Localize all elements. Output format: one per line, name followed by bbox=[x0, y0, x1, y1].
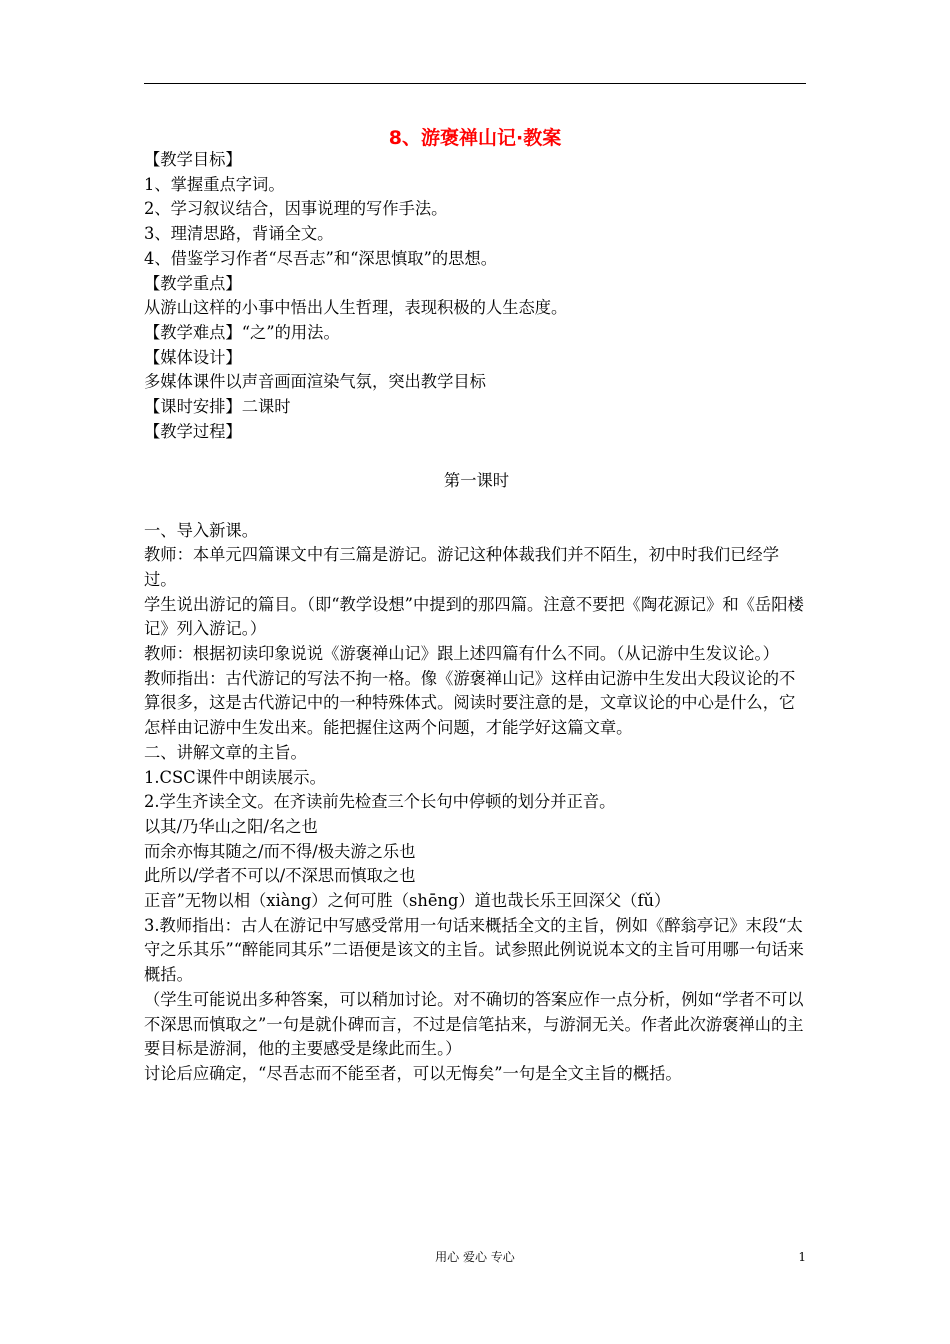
lesson-heading: 第一课时 bbox=[443, 471, 510, 491]
document-body bbox=[144, 148, 809, 1087]
header-rule bbox=[144, 83, 806, 84]
pause-example: 以其/乃华山之阳/名之也 bbox=[144, 816, 318, 836]
paragraph: 一、导入新课。 bbox=[144, 520, 258, 540]
paragraph: 2.学生齐读全文。在齐读前先检查三个长句中停顿的划分并正音。 bbox=[144, 792, 616, 812]
section-heading-key-points: 【教学重点】 bbox=[144, 273, 242, 293]
objective-item: 2、学习叙议结合，因事说理的写作手法。 bbox=[144, 199, 448, 219]
paragraph: 1.CSC课件中朗读展示。 bbox=[144, 767, 326, 787]
section-heading-process: 【教学过程】 bbox=[144, 421, 242, 441]
key-points-text: 从游山这样的小事中悟出人生哲理，表现积极的人生态度。 bbox=[144, 298, 568, 318]
objective-item: 4、借鉴学习作者“尽吾志”和“深思慎取”的思想。 bbox=[144, 248, 497, 268]
paragraph: 3.教师指出：古人在游记中写感受常用一句话来概括全文的主旨，例如《醉翁亭记》末段“太守之乐其乐”“醉能同其乐”二语便是该文的主旨。试参照此例说说本文的主旨可用哪一句话来概括。 bbox=[144, 915, 804, 985]
paragraph: （学生可能说出多种答案，可以稍加讨论。对不确切的答案应作一点分析，例如“学者不可以不深思而慎取之”一句是就仆碑而言，不过是信笔拈来，与游洞无关。作者此次游褒禅山的主要目标是游洞，他的主要感受是缘此而生。） bbox=[144, 989, 804, 1059]
paragraph: 教师：本单元四篇课文中有三篇是游记。游记这种体裁我们并不陌生，初中时我们已经学过。 bbox=[144, 545, 779, 589]
schedule-line: 【课时安排】二课时 bbox=[144, 397, 291, 417]
footer-text: 用心 爱心 专心 bbox=[435, 1250, 515, 1264]
objective-item: 1、掌握重点字词。 bbox=[144, 174, 285, 194]
pause-example: 此所以/学者不可以/不深思而慎取之也 bbox=[144, 866, 416, 886]
objective-item: 3、理清思路，背诵全文。 bbox=[144, 224, 334, 244]
document-title: 8、游褒禅山记·教案 bbox=[388, 127, 562, 149]
paragraph: 讨论后应确定，“尽吾志而不能至者，可以无悔矣”一句是全文主旨的概括。 bbox=[144, 1063, 682, 1083]
paragraph: 教师：根据初读印象说说《游褒禅山记》跟上述四篇有什么不同。（从记游中生发议论。） bbox=[144, 644, 779, 664]
page-number: 1 bbox=[798, 1250, 806, 1264]
difficulty-line: 【教学难点】“之”的用法。 bbox=[144, 322, 340, 342]
section-heading-media: 【媒体设计】 bbox=[144, 347, 242, 367]
paragraph: 教师指出：古代游记的写法不拘一格。像《游褒禅山记》这样由记游中生发出大段议论的不算很多，这是古代游记中的一种特殊体式。阅读时要注意的是，文章议论的中心是什么，它怎样由记游中生发出来。能把握住这两个问题，才能学好这篇文章。 bbox=[144, 668, 796, 738]
paragraph: 学生说出游记的篇目。（即“教学设想”中提到的那四篇。注意不要把《陶花源记》和《岳阳楼记》列入游记。） bbox=[144, 594, 804, 639]
section-heading-objectives: 【教学目标】 bbox=[144, 150, 242, 169]
media-text: 多媒体课件以声音画面渲染气氛，突出教学目标 bbox=[144, 372, 486, 392]
pronunciation-line: 正音”无物以相（xiàng）之何可胜（shēng）道也哉长乐王回深父（fǔ） bbox=[144, 891, 671, 911]
paragraph: 二、讲解文章的主旨。 bbox=[144, 742, 307, 762]
pause-example: 而余亦悔其随之/而不得/极夫游之乐也 bbox=[144, 841, 416, 861]
